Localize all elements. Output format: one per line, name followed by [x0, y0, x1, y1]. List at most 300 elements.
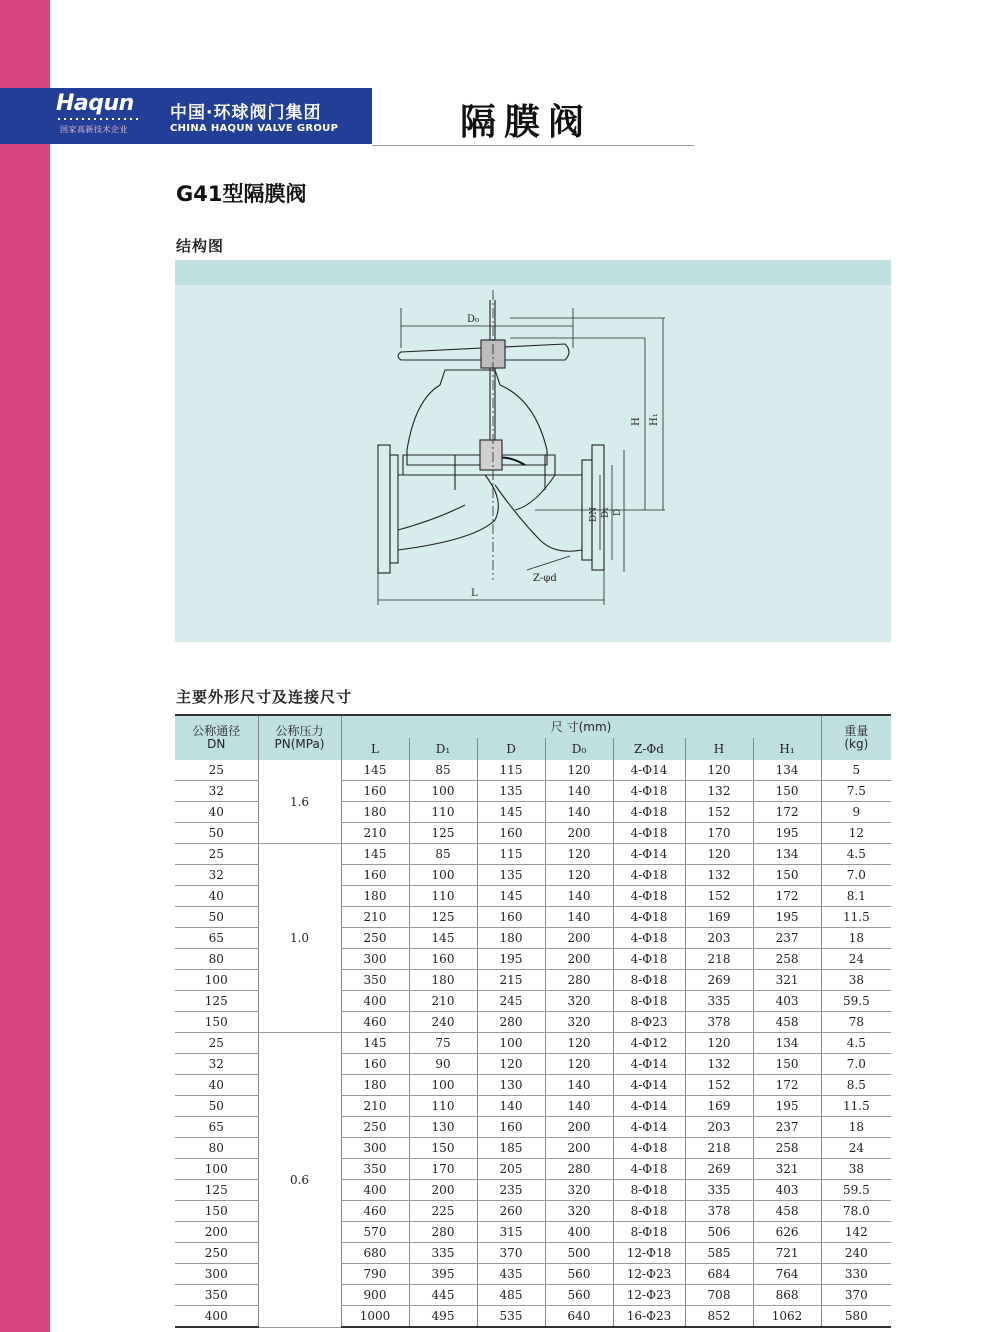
cell-d0: 120: [545, 844, 613, 865]
cell-d1: 395: [409, 1264, 477, 1285]
cell-zd: 4-Φ14: [613, 760, 685, 781]
cell-weight: 240: [821, 1243, 891, 1264]
cell-h1: 1062: [753, 1306, 821, 1328]
cell-h: 120: [685, 844, 753, 865]
header-divider: [372, 145, 694, 146]
cell-l: 900: [341, 1285, 409, 1306]
cell-h: 203: [685, 928, 753, 949]
col-dims-header: 尺 寸(mm): [341, 715, 821, 738]
cell-d1: 160: [409, 949, 477, 970]
cell-dn: 25: [175, 1033, 258, 1054]
weight-header-cn: 重量: [844, 724, 869, 738]
cell-d: 535: [477, 1306, 545, 1328]
cell-l: 180: [341, 802, 409, 823]
valve-drawing: [175, 260, 891, 642]
cell-dn: 25: [175, 760, 258, 781]
cell-d1: 180: [409, 970, 477, 991]
h1-label: H₁: [649, 413, 660, 426]
cell-pn: 0.6: [258, 1033, 341, 1328]
cell-h1: 237: [753, 1117, 821, 1138]
cell-zd: 4-Φ18: [613, 1159, 685, 1180]
cell-zd: 4-Φ18: [613, 928, 685, 949]
col-d1-header: D₁: [409, 738, 477, 760]
cell-dn: 65: [175, 1117, 258, 1138]
cell-h: 585: [685, 1243, 753, 1264]
d1-label: D₁: [601, 507, 611, 518]
dimensions-table: [175, 714, 891, 1328]
cell-dn: 50: [175, 823, 258, 844]
cell-l: 145: [341, 1033, 409, 1054]
cell-h1: 134: [753, 844, 821, 865]
cell-h1: 403: [753, 1180, 821, 1201]
cell-h1: 195: [753, 1096, 821, 1117]
cell-d1: 110: [409, 802, 477, 823]
cell-pn: 1.0: [258, 844, 341, 1033]
weight-header-sub: (kg): [844, 737, 869, 751]
cell-weight: 580: [821, 1306, 891, 1328]
cell-d: 100: [477, 1033, 545, 1054]
cell-h: 152: [685, 1075, 753, 1096]
cell-dn: 40: [175, 886, 258, 907]
cell-h: 708: [685, 1285, 753, 1306]
d-label: D: [613, 508, 623, 516]
cell-d0: 200: [545, 928, 613, 949]
cell-d1: 225: [409, 1201, 477, 1222]
cell-l: 790: [341, 1264, 409, 1285]
cell-weight: 12: [821, 823, 891, 844]
cell-dn: 300: [175, 1264, 258, 1285]
cell-weight: 370: [821, 1285, 891, 1306]
cell-d0: 500: [545, 1243, 613, 1264]
cell-d0: 140: [545, 907, 613, 928]
cell-d0: 320: [545, 991, 613, 1012]
cell-d0: 560: [545, 1285, 613, 1306]
cell-dn: 25: [175, 844, 258, 865]
cell-l: 160: [341, 1054, 409, 1075]
cell-h1: 764: [753, 1264, 821, 1285]
col-l-header: L: [341, 738, 409, 760]
cell-h1: 172: [753, 1075, 821, 1096]
brand-bar: [0, 88, 372, 144]
cell-h: 852: [685, 1306, 753, 1328]
inlet-hub: [390, 455, 398, 563]
cell-zd: 8-Φ18: [613, 1201, 685, 1222]
cell-h: 269: [685, 1159, 753, 1180]
logo-dots: [58, 118, 142, 120]
cell-h: 218: [685, 1138, 753, 1159]
cell-dn: 32: [175, 1054, 258, 1075]
cell-d: 215: [477, 970, 545, 991]
cell-l: 180: [341, 886, 409, 907]
group-name-en: CHINA HAQUN VALVE GROUP: [170, 123, 339, 134]
company-logo: [0, 88, 156, 144]
cell-d1: 495: [409, 1306, 477, 1328]
cell-h1: 150: [753, 781, 821, 802]
cell-h: 203: [685, 1117, 753, 1138]
cell-h: 269: [685, 970, 753, 991]
cell-zd: 4-Φ14: [613, 1075, 685, 1096]
cell-h: 169: [685, 1096, 753, 1117]
cell-d0: 640: [545, 1306, 613, 1328]
cell-l: 210: [341, 823, 409, 844]
zd-label: Z-φd: [533, 573, 557, 584]
cell-h1: 721: [753, 1243, 821, 1264]
cell-dn: 125: [175, 991, 258, 1012]
dn-header-cn: 公称通径: [192, 724, 241, 738]
side-color-band: [0, 0, 50, 1332]
cell-l: 1000: [341, 1306, 409, 1328]
cell-dn: 125: [175, 1180, 258, 1201]
cell-h: 132: [685, 781, 753, 802]
cell-d0: 200: [545, 823, 613, 844]
cell-d0: 140: [545, 802, 613, 823]
cell-weight: 7.0: [821, 865, 891, 886]
cell-d: 115: [477, 760, 545, 781]
cell-l: 160: [341, 865, 409, 886]
cell-d: 315: [477, 1222, 545, 1243]
inlet-flange: [378, 445, 390, 573]
cell-l: 570: [341, 1222, 409, 1243]
cell-dn: 40: [175, 802, 258, 823]
cell-d: 145: [477, 886, 545, 907]
cell-l: 680: [341, 1243, 409, 1264]
col-weight-header: [821, 715, 891, 760]
cell-d1: 100: [409, 781, 477, 802]
cell-d: 160: [477, 823, 545, 844]
cell-l: 210: [341, 907, 409, 928]
cell-h1: 458: [753, 1201, 821, 1222]
cell-d1: 280: [409, 1222, 477, 1243]
cell-d1: 125: [409, 823, 477, 844]
cell-zd: 4-Φ18: [613, 823, 685, 844]
cell-d1: 445: [409, 1285, 477, 1306]
cell-h1: 321: [753, 1159, 821, 1180]
cell-d0: 200: [545, 949, 613, 970]
cell-h: 684: [685, 1264, 753, 1285]
cell-dn: 150: [175, 1012, 258, 1033]
cell-d0: 120: [545, 865, 613, 886]
cell-d0: 400: [545, 1222, 613, 1243]
cell-h: 169: [685, 907, 753, 928]
cell-d1: 85: [409, 760, 477, 781]
cell-dn: 350: [175, 1285, 258, 1306]
cell-zd: 12-Φ23: [613, 1264, 685, 1285]
cell-h: 132: [685, 865, 753, 886]
col-zd-header: Z-Φd: [613, 738, 685, 760]
cell-d0: 120: [545, 1033, 613, 1054]
cell-h1: 134: [753, 760, 821, 781]
cell-weight: 5: [821, 760, 891, 781]
col-dn-header: [175, 715, 258, 760]
cell-h: 378: [685, 1012, 753, 1033]
cell-d0: 320: [545, 1201, 613, 1222]
cell-dn: 32: [175, 865, 258, 886]
cell-d1: 110: [409, 886, 477, 907]
cell-d1: 240: [409, 1012, 477, 1033]
cell-dn: 400: [175, 1306, 258, 1328]
cell-weight: 4.5: [821, 1033, 891, 1054]
cell-d: 160: [477, 907, 545, 928]
cell-weight: 24: [821, 1138, 891, 1159]
cell-zd: 4-Φ18: [613, 802, 685, 823]
cell-h1: 172: [753, 886, 821, 907]
cell-h: 132: [685, 1054, 753, 1075]
cell-d0: 140: [545, 1075, 613, 1096]
cell-zd: 4-Φ18: [613, 781, 685, 802]
cell-d: 130: [477, 1075, 545, 1096]
model-title: G41型隔膜阀: [176, 182, 307, 206]
cell-dn: 80: [175, 949, 258, 970]
cell-l: 145: [341, 844, 409, 865]
table-row: [175, 844, 891, 865]
cell-d: 135: [477, 865, 545, 886]
cell-h1: 150: [753, 1054, 821, 1075]
table-row: [175, 760, 891, 781]
cell-d: 140: [477, 1096, 545, 1117]
cell-weight: 142: [821, 1222, 891, 1243]
logo-wordmark: Haqun: [56, 91, 134, 116]
bonnet: [407, 370, 547, 465]
cell-d1: 130: [409, 1117, 477, 1138]
compressor: [480, 440, 502, 470]
cell-d: 435: [477, 1264, 545, 1285]
cell-d0: 140: [545, 1096, 613, 1117]
cell-d0: 320: [545, 1180, 613, 1201]
cell-zd: 4-Φ18: [613, 1138, 685, 1159]
cell-d: 245: [477, 991, 545, 1012]
cell-d0: 120: [545, 760, 613, 781]
cell-d: 145: [477, 802, 545, 823]
cell-l: 250: [341, 1117, 409, 1138]
cell-l: 160: [341, 781, 409, 802]
cell-weight: 11.5: [821, 1096, 891, 1117]
cell-weight: 7.0: [821, 1054, 891, 1075]
cell-weight: 9: [821, 802, 891, 823]
cell-zd: 4-Φ12: [613, 1033, 685, 1054]
section-structure-label: 结构图: [176, 237, 225, 255]
logo-tagline: 国家高新技术企业: [60, 125, 128, 134]
cell-weight: 8.5: [821, 1075, 891, 1096]
cell-d1: 210: [409, 991, 477, 1012]
cell-h: 170: [685, 823, 753, 844]
cell-h: 120: [685, 1033, 753, 1054]
cell-zd: 16-Φ23: [613, 1306, 685, 1328]
cell-zd: 12-Φ23: [613, 1285, 685, 1306]
cell-l: 180: [341, 1075, 409, 1096]
cell-dn: 80: [175, 1138, 258, 1159]
cell-d0: 280: [545, 1159, 613, 1180]
cell-dn: 150: [175, 1201, 258, 1222]
cell-zd: 4-Φ14: [613, 1117, 685, 1138]
pn-header-cn: 公称压力: [275, 724, 324, 738]
cell-l: 210: [341, 1096, 409, 1117]
cell-h1: 258: [753, 1138, 821, 1159]
cell-d: 120: [477, 1054, 545, 1075]
cell-weight: 7.5: [821, 781, 891, 802]
cell-weight: 24: [821, 949, 891, 970]
cell-pn: 1.6: [258, 760, 341, 844]
cell-weight: 78.0: [821, 1201, 891, 1222]
cell-l: 300: [341, 949, 409, 970]
cell-zd: 4-Φ14: [613, 1054, 685, 1075]
cell-d: 280: [477, 1012, 545, 1033]
cell-dn: 200: [175, 1222, 258, 1243]
cell-weight: 18: [821, 1117, 891, 1138]
cell-h1: 195: [753, 823, 821, 844]
cell-h: 120: [685, 760, 753, 781]
cell-h1: 134: [753, 1033, 821, 1054]
cell-zd: 4-Φ18: [613, 949, 685, 970]
cell-d1: 110: [409, 1096, 477, 1117]
cell-dn: 100: [175, 970, 258, 991]
cell-zd: 8-Φ18: [613, 991, 685, 1012]
cell-l: 400: [341, 1180, 409, 1201]
cell-d0: 200: [545, 1117, 613, 1138]
cell-h1: 403: [753, 991, 821, 1012]
cell-d0: 320: [545, 1012, 613, 1033]
pn-header-sub: PN(MPa): [274, 737, 325, 751]
cell-h: 152: [685, 802, 753, 823]
cell-d0: 140: [545, 781, 613, 802]
cell-l: 460: [341, 1201, 409, 1222]
col-h1-header: H₁: [753, 738, 821, 760]
cell-d: 185: [477, 1138, 545, 1159]
cell-h: 378: [685, 1201, 753, 1222]
cell-d1: 85: [409, 844, 477, 865]
cell-zd: 4-Φ18: [613, 886, 685, 907]
body-inner-line: [398, 505, 465, 530]
cell-h1: 458: [753, 1012, 821, 1033]
table-body: [175, 760, 891, 1327]
cell-d: 195: [477, 949, 545, 970]
cell-d0: 120: [545, 1054, 613, 1075]
cell-d: 115: [477, 844, 545, 865]
cell-d0: 560: [545, 1264, 613, 1285]
cell-d: 205: [477, 1159, 545, 1180]
cell-dn: 50: [175, 1096, 258, 1117]
cell-h1: 626: [753, 1222, 821, 1243]
zd-leader: [527, 556, 570, 570]
cell-d1: 100: [409, 1075, 477, 1096]
cell-weight: 78: [821, 1012, 891, 1033]
cell-l: 145: [341, 760, 409, 781]
section-dimensions-label: 主要外形尺寸及连接尺寸: [176, 688, 353, 706]
cell-h1: 195: [753, 907, 821, 928]
cell-dn: 250: [175, 1243, 258, 1264]
col-pn-header: [258, 715, 341, 760]
cell-h1: 258: [753, 949, 821, 970]
cell-dn: 100: [175, 1159, 258, 1180]
cell-l: 250: [341, 928, 409, 949]
col-h-header: H: [685, 738, 753, 760]
h-label: H: [631, 417, 642, 426]
cell-h1: 172: [753, 802, 821, 823]
cell-d1: 335: [409, 1243, 477, 1264]
cell-d: 180: [477, 928, 545, 949]
cell-d: 135: [477, 781, 545, 802]
cell-dn: 40: [175, 1075, 258, 1096]
cell-h: 506: [685, 1222, 753, 1243]
cell-l: 300: [341, 1138, 409, 1159]
cell-dn: 65: [175, 928, 258, 949]
cell-d0: 200: [545, 1138, 613, 1159]
cell-h1: 150: [753, 865, 821, 886]
cell-l: 400: [341, 991, 409, 1012]
cell-zd: 8-Φ18: [613, 1180, 685, 1201]
structure-diagram-panel: [175, 260, 891, 642]
cell-zd: 8-Φ23: [613, 1012, 685, 1033]
table-header-row: [175, 715, 891, 738]
cell-weight: 18: [821, 928, 891, 949]
cell-zd: 4-Φ14: [613, 844, 685, 865]
dn-header-sub: DN: [207, 737, 226, 751]
cell-d: 235: [477, 1180, 545, 1201]
group-name-cn: 中国·环球阀门集团: [170, 103, 322, 123]
col-d0-header: D₀: [545, 738, 613, 760]
dn-label: DN: [589, 506, 599, 522]
cell-d1: 75: [409, 1033, 477, 1054]
cell-l: 350: [341, 970, 409, 991]
cell-d: 370: [477, 1243, 545, 1264]
cell-weight: 59.5: [821, 1180, 891, 1201]
page-title: 隔膜阀: [460, 101, 593, 143]
cell-h: 218: [685, 949, 753, 970]
do-label: D₀: [467, 314, 480, 325]
cell-dn: 50: [175, 907, 258, 928]
cell-h1: 321: [753, 970, 821, 991]
cell-d: 485: [477, 1285, 545, 1306]
cell-d1: 150: [409, 1138, 477, 1159]
cell-weight: 59.5: [821, 991, 891, 1012]
body-outlet-top: [515, 475, 582, 510]
cell-dn: 32: [175, 781, 258, 802]
cell-d1: 125: [409, 907, 477, 928]
cell-d: 260: [477, 1201, 545, 1222]
cell-weight: 4.5: [821, 844, 891, 865]
group-name: [156, 88, 372, 144]
cell-h: 152: [685, 886, 753, 907]
cell-weight: 11.5: [821, 907, 891, 928]
cell-weight: 38: [821, 1159, 891, 1180]
cell-weight: 8.1: [821, 886, 891, 907]
table-row: [175, 1033, 891, 1054]
cell-l: 350: [341, 1159, 409, 1180]
cell-d1: 170: [409, 1159, 477, 1180]
cell-zd: 4-Φ18: [613, 865, 685, 886]
cell-h1: 237: [753, 928, 821, 949]
l-label: L: [471, 588, 478, 599]
cell-d1: 200: [409, 1180, 477, 1201]
cell-d1: 100: [409, 865, 477, 886]
cell-zd: 4-Φ14: [613, 1096, 685, 1117]
cell-d0: 280: [545, 970, 613, 991]
col-d-header: D: [477, 738, 545, 760]
cell-h: 335: [685, 991, 753, 1012]
cell-h1: 868: [753, 1285, 821, 1306]
cell-h: 335: [685, 1180, 753, 1201]
cell-d1: 145: [409, 928, 477, 949]
cell-d: 160: [477, 1117, 545, 1138]
cell-weight: 330: [821, 1264, 891, 1285]
cell-weight: 38: [821, 970, 891, 991]
cell-zd: 12-Φ18: [613, 1243, 685, 1264]
cell-zd: 8-Φ18: [613, 970, 685, 991]
cell-zd: 4-Φ18: [613, 907, 685, 928]
cell-d0: 140: [545, 886, 613, 907]
cell-zd: 8-Φ18: [613, 1222, 685, 1243]
cell-d1: 90: [409, 1054, 477, 1075]
cell-l: 460: [341, 1012, 409, 1033]
